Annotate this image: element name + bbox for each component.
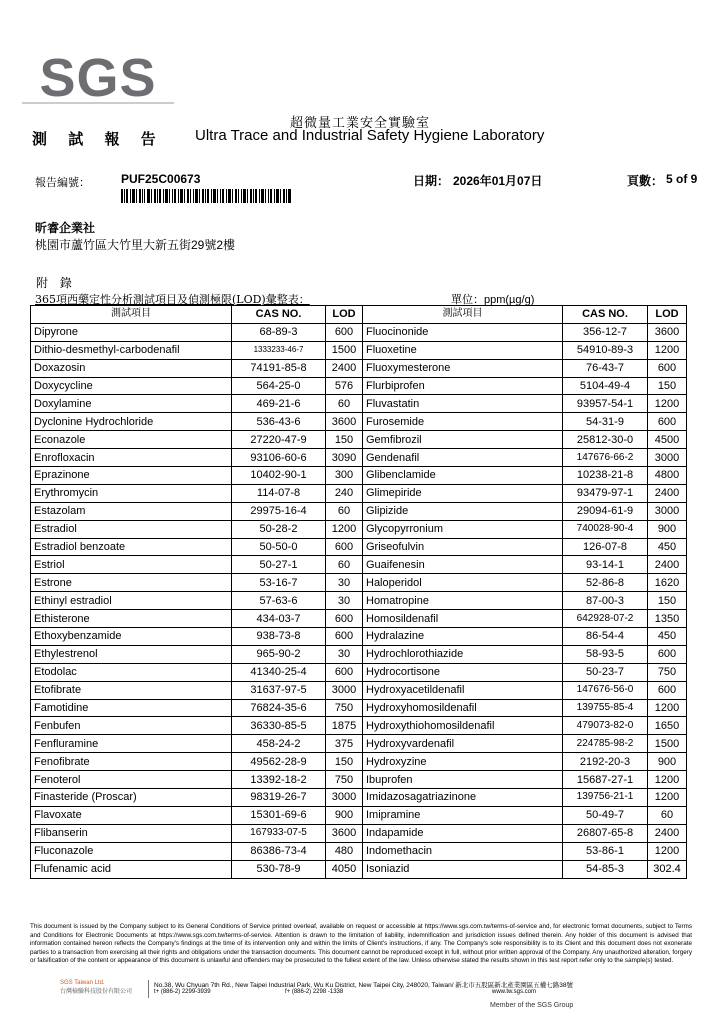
drug-name-cell: Indomethacin — [363, 842, 563, 860]
table-row — [31, 538, 687, 556]
drug-name-cell: Dipyrone — [31, 323, 232, 341]
cas-number-cell: 93479-97-1 — [563, 484, 648, 502]
sgs-logo-text: SGS — [39, 48, 157, 108]
date-label: 日期： — [413, 174, 450, 188]
drug-name-cell: Fluoxymesterone — [363, 359, 563, 377]
drug-name-cell: Doxycycline — [31, 377, 232, 395]
cas-number-cell: 76-43-7 — [563, 359, 648, 377]
lod-value-cell: 600 — [326, 538, 363, 556]
lod-value-cell: 1200 — [648, 771, 687, 789]
cas-number-cell: 86386-73-4 — [232, 842, 326, 860]
lod-value-cell: 30 — [326, 592, 363, 610]
header-cas-right: CAS NO. — [563, 306, 648, 324]
drug-name-cell: Homosildenafil — [363, 610, 563, 628]
drug-name-cell: Fenofibrate — [31, 753, 232, 771]
drug-name-cell: Hydrocortisone — [363, 663, 563, 681]
cas-number-cell: 29975-16-4 — [232, 502, 326, 520]
lod-value-cell: 240 — [326, 484, 363, 502]
logo-rule-icon — [22, 48, 174, 108]
drug-name-cell: Estradiol benzoate — [31, 538, 232, 556]
table-row — [31, 377, 687, 395]
header-lod-left: LOD — [326, 306, 363, 324]
footer-company-en: SGS Taiwan Ltd. — [60, 980, 105, 986]
table-row — [31, 735, 687, 753]
drug-name-cell: Flibanserin — [31, 824, 232, 842]
lod-value-cell: 600 — [326, 323, 363, 341]
report-number-label: 報告編號： — [35, 177, 90, 189]
cas-number-cell: 50-50-0 — [232, 538, 326, 556]
lod-value-cell: 600 — [326, 628, 363, 646]
drug-name-cell: Estriol — [31, 556, 232, 574]
lod-value-cell: 750 — [648, 663, 687, 681]
table-row — [31, 699, 687, 717]
table-row — [31, 806, 687, 824]
drug-name-cell: Ethinyl estradiol — [31, 592, 232, 610]
table-header-row — [31, 306, 687, 324]
drug-name-cell: Fenbufen — [31, 717, 232, 735]
drug-name-cell: Furosemide — [363, 413, 563, 431]
lod-value-cell: 2400 — [326, 359, 363, 377]
lod-value-cell: 60 — [326, 395, 363, 413]
lod-value-cell: 1500 — [326, 341, 363, 359]
drug-name-cell: Ibuprofen — [363, 771, 563, 789]
cas-number-cell: 740028-90-4 — [563, 520, 648, 538]
drug-name-cell: Glibenclamide — [363, 467, 563, 485]
table-row — [31, 628, 687, 646]
lod-value-cell: 3600 — [648, 323, 687, 341]
table-row — [31, 824, 687, 842]
drug-name-cell: Flavoxate — [31, 806, 232, 824]
cas-number-cell: 139756-21-1 — [563, 789, 648, 807]
cas-number-cell: 50-27-1 — [232, 556, 326, 574]
cas-number-cell: 15301-69-6 — [232, 806, 326, 824]
lod-value-cell: 900 — [326, 806, 363, 824]
drug-name-cell: Indapamide — [363, 824, 563, 842]
barcode-icon — [121, 189, 291, 203]
lod-value-cell: 4050 — [326, 860, 363, 878]
lab-name-en: Ultra Trace and Industrial Safety Hygiene Laboratory — [195, 127, 545, 144]
cas-number-cell: 434-03-7 — [232, 610, 326, 628]
cas-number-cell: 49562-28-9 — [232, 753, 326, 771]
footer-company-zh: 台灣檢驗科技股份有限公司 — [60, 989, 133, 995]
table-row — [31, 323, 687, 341]
page-label: 頁數： — [627, 174, 664, 188]
report-date: 2026年01月07日 — [453, 174, 543, 188]
drug-name-cell: Fluvastatin — [363, 395, 563, 413]
report-number: PUF25C00673 — [121, 172, 201, 186]
lod-value-cell: 150 — [648, 377, 687, 395]
footer-phone: t+ (886-2) 2299-3939 — [154, 989, 211, 995]
table-row — [31, 502, 687, 520]
cas-number-cell: 76824-35-6 — [232, 699, 326, 717]
header-item-left: 測試項目 — [31, 306, 232, 324]
drug-name-cell: Homatropine — [363, 592, 563, 610]
table-row — [31, 610, 687, 628]
cas-number-cell: 54-85-3 — [563, 860, 648, 878]
lod-value-cell: 2400 — [648, 484, 687, 502]
drug-name-cell: Dithio-desmethyl-carbodenafil — [31, 341, 232, 359]
drug-name-cell: Estradiol — [31, 520, 232, 538]
lod-value-cell: 60 — [326, 556, 363, 574]
drug-name-cell: Glipizide — [363, 502, 563, 520]
table-row — [31, 556, 687, 574]
table-row — [31, 771, 687, 789]
drug-name-cell: Erythromycin — [31, 484, 232, 502]
cas-number-cell: 126-07-8 — [563, 538, 648, 556]
lod-value-cell: 375 — [326, 735, 363, 753]
drug-name-cell: Hydroxythiohomosildenafil — [363, 717, 563, 735]
page-number: 5 of 9 — [666, 172, 698, 186]
cas-number-cell: 10402-90-1 — [232, 467, 326, 485]
cas-number-cell: 147676-66-2 — [563, 449, 648, 467]
lod-value-cell: 2400 — [648, 556, 687, 574]
table-row — [31, 789, 687, 807]
cas-number-cell: 68-89-3 — [232, 323, 326, 341]
table-row — [31, 413, 687, 431]
lod-value-cell: 1200 — [326, 520, 363, 538]
drug-name-cell: Enrofloxacin — [31, 449, 232, 467]
footer-divider — [148, 980, 149, 998]
drug-name-cell: Estrone — [31, 574, 232, 592]
table-row — [31, 592, 687, 610]
lod-value-cell: 3600 — [326, 824, 363, 842]
lod-value-cell: 750 — [326, 771, 363, 789]
cas-number-cell: 147676-56-0 — [563, 681, 648, 699]
lod-value-cell: 1350 — [648, 610, 687, 628]
lod-value-cell: 3600 — [326, 413, 363, 431]
footer-fax: f+ (886-2) 2298 -1338 — [285, 989, 344, 995]
cas-number-cell: 53-86-1 — [563, 842, 648, 860]
cas-number-cell: 93-14-1 — [563, 556, 648, 574]
drug-name-cell: Haloperidol — [363, 574, 563, 592]
client-company: 昕睿企業社 — [35, 221, 96, 235]
cas-number-cell: 10238-21-8 — [563, 467, 648, 485]
lod-value-cell: 60 — [648, 806, 687, 824]
drug-name-cell: Fenoterol — [31, 771, 232, 789]
lod-value-cell: 900 — [648, 520, 687, 538]
table-row — [31, 359, 687, 377]
legal-disclaimer: This document is issued by the Company subject to its General Conditions of Service printed overleaf, available on request or accessible at https://www.sgs.com.tw/terms-of-service and, for electronic format documents, subject to Terms and Conditions for Electronic Documents at https://www.sgs.com.tw/terms-of-service. Attention is drawn to the limitation of liability, indemnification and jurisdiction issues defined therein. Any holder of this document is advised that information contained hereon reflects the Company's findings at the time of its intervention only and within the limits of Client's instructions, if any. The Company's sole responsibility is to its Client and this document does not exonerate parties to a transaction from exercising all their rights and obligations under the transaction documents. This document cannot be reproduced except in full, without prior written approval of the Company. Any unauthorized alteration, forgery or falsification of the content or appearance of this document is unlawful and offenders may be prosecuted to the fullest extent of the law. Unless otherwise stated the results shown in this test report refer only to the sample(s) tested. — [30, 923, 693, 965]
table-row — [31, 520, 687, 538]
cas-number-cell: 50-28-2 — [232, 520, 326, 538]
lod-value-cell: 30 — [326, 645, 363, 663]
drug-name-cell: Gemfibrozil — [363, 431, 563, 449]
drug-name-cell: Etofibrate — [31, 681, 232, 699]
lod-value-cell: 576 — [326, 377, 363, 395]
drug-name-cell: Flurbiprofen — [363, 377, 563, 395]
lod-value-cell: 150 — [648, 592, 687, 610]
drug-name-cell: Fluocinonide — [363, 323, 563, 341]
cas-number-cell: 58-93-5 — [563, 645, 648, 663]
drug-name-cell: Ethylestrenol — [31, 645, 232, 663]
lod-value-cell: 1200 — [648, 395, 687, 413]
table-row — [31, 753, 687, 771]
header-cas-left: CAS NO. — [232, 306, 326, 324]
cas-number-cell: 1333233-46-7 — [232, 341, 326, 359]
lod-value-cell: 600 — [648, 359, 687, 377]
drug-name-cell: Imidazosagatriazinone — [363, 789, 563, 807]
drug-name-cell: Dyclonine Hydrochloride — [31, 413, 232, 431]
lod-value-cell: 600 — [648, 413, 687, 431]
lod-value-cell: 750 — [326, 699, 363, 717]
cas-number-cell: 50-49-7 — [563, 806, 648, 824]
drug-name-cell: Famotidine — [31, 699, 232, 717]
cas-number-cell: 29094-61-9 — [563, 502, 648, 520]
lod-value-cell: 1500 — [648, 735, 687, 753]
appendix-label: 附 錄 — [36, 276, 76, 290]
drug-name-cell: Etodolac — [31, 663, 232, 681]
table-row — [31, 842, 687, 860]
table-row — [31, 645, 687, 663]
drug-name-cell: Doxylamine — [31, 395, 232, 413]
cas-number-cell: 536-43-6 — [232, 413, 326, 431]
cas-number-cell: 86-54-4 — [563, 628, 648, 646]
cas-number-cell: 27220-47-9 — [232, 431, 326, 449]
footer-website[interactable]: www.tw.sgs.com — [492, 989, 537, 995]
cas-number-cell: 139755-85-4 — [563, 699, 648, 717]
cas-number-cell: 74191-85-8 — [232, 359, 326, 377]
unit-label: 單位：ppm(µg/g) — [451, 294, 535, 306]
cas-number-cell: 26807-65-8 — [563, 824, 648, 842]
lod-value-cell: 3000 — [648, 449, 687, 467]
table-row — [31, 663, 687, 681]
report-title: 測 試 報 告 — [32, 130, 164, 148]
lod-value-cell: 1200 — [648, 341, 687, 359]
drug-name-cell: Glimepiride — [363, 484, 563, 502]
drug-name-cell: Hydroxyhomosildenafil — [363, 699, 563, 717]
table-row — [31, 574, 687, 592]
cas-number-cell: 965-90-2 — [232, 645, 326, 663]
lod-value-cell: 600 — [648, 681, 687, 699]
cas-number-cell: 25812-30-0 — [563, 431, 648, 449]
table-row — [31, 449, 687, 467]
drug-name-cell: Hydrochlorothiazide — [363, 645, 563, 663]
cas-number-cell: 36330-85-5 — [232, 717, 326, 735]
sgs-logo — [22, 48, 174, 108]
cas-number-cell: 938-73-8 — [232, 628, 326, 646]
drug-name-cell: Econazole — [31, 431, 232, 449]
cas-number-cell: 57-63-6 — [232, 592, 326, 610]
lod-value-cell: 3000 — [648, 502, 687, 520]
drug-name-cell: Glycopyrronium — [363, 520, 563, 538]
cas-number-cell: 98319-26-7 — [232, 789, 326, 807]
drug-name-cell: Guaifenesin — [363, 556, 563, 574]
drug-name-cell: Ethoxybenzamide — [31, 628, 232, 646]
cas-number-cell: 52-86-8 — [563, 574, 648, 592]
header-lod-right: LOD — [648, 306, 687, 324]
lod-value-cell: 1650 — [648, 717, 687, 735]
cas-number-cell: 54910-89-3 — [563, 341, 648, 359]
drug-name-cell: Fluconazole — [31, 842, 232, 860]
drug-name-cell: Hydroxyzine — [363, 753, 563, 771]
lod-value-cell: 600 — [326, 610, 363, 628]
drug-name-cell: Eprazinone — [31, 467, 232, 485]
member-of-sgs: Member of the SGS Group — [490, 1002, 574, 1009]
cas-number-cell: 93106-60-6 — [232, 449, 326, 467]
lod-value-cell: 450 — [648, 538, 687, 556]
lab-name-zh: 超微量工業安全實驗室 — [290, 116, 431, 131]
lod-value-cell: 3000 — [326, 789, 363, 807]
footer-company — [60, 980, 132, 995]
cas-number-cell: 356-12-7 — [563, 323, 648, 341]
lod-value-cell: 150 — [326, 753, 363, 771]
drug-name-cell: Fluoxetine — [363, 341, 563, 359]
drug-name-cell: Hydroxyvardenafil — [363, 735, 563, 753]
cas-number-cell: 5104-49-4 — [563, 377, 648, 395]
drug-name-cell: Gendenafil — [363, 449, 563, 467]
lod-value-cell: 4800 — [648, 467, 687, 485]
table-row — [31, 431, 687, 449]
cas-number-cell: 469-21-6 — [232, 395, 326, 413]
drug-name-cell: Ethisterone — [31, 610, 232, 628]
cas-number-cell: 53-16-7 — [232, 574, 326, 592]
lod-value-cell: 450 — [648, 628, 687, 646]
cas-number-cell: 41340-25-4 — [232, 663, 326, 681]
drug-name-cell: Flufenamic acid — [31, 860, 232, 878]
cas-number-cell: 479073-82-0 — [563, 717, 648, 735]
drug-name-cell: Finasteride (Proscar) — [31, 789, 232, 807]
footer-address: No.38, Wu Chyuan 7th Rd., New Taipei Industrial Park, Wu Ku District, New Taipei City, 248020, Taiwan/ 新北市五股區新北產業園區五權七路38號 — [154, 982, 574, 989]
table-row — [31, 860, 687, 878]
lod-value-cell: 1200 — [648, 699, 687, 717]
lod-value-cell: 600 — [648, 645, 687, 663]
client-address: 桃園市蘆竹區大竹里大新五街29號2樓 — [35, 238, 236, 252]
table-row — [31, 681, 687, 699]
cas-number-cell: 13392-18-2 — [232, 771, 326, 789]
lod-value-cell: 1620 — [648, 574, 687, 592]
drug-name-cell: Isoniazid — [363, 860, 563, 878]
drug-name-cell: Estazolam — [31, 502, 232, 520]
lod-value-cell: 600 — [326, 663, 363, 681]
lod-table — [30, 305, 687, 879]
lod-value-cell: 1200 — [648, 842, 687, 860]
cas-number-cell: 564-25-0 — [232, 377, 326, 395]
cas-number-cell: 50-23-7 — [563, 663, 648, 681]
lod-value-cell: 150 — [326, 431, 363, 449]
lod-value-cell: 300 — [326, 467, 363, 485]
header-item-right: 測試項目 — [363, 306, 563, 324]
cas-number-cell: 2192-20-3 — [563, 753, 648, 771]
table-title: 365項西藥定性分析測試項目及偵測極限(LOD)彙整表： — [35, 293, 310, 306]
table-row — [31, 717, 687, 735]
cas-number-cell: 87-00-3 — [563, 592, 648, 610]
table-row — [31, 467, 687, 485]
table-row — [31, 341, 687, 359]
table-row — [31, 395, 687, 413]
cas-number-cell: 15687-27-1 — [563, 771, 648, 789]
drug-name-cell: Hydroxyacetildenafil — [363, 681, 563, 699]
cas-number-cell: 224785-98-2 — [563, 735, 648, 753]
lod-value-cell: 3090 — [326, 449, 363, 467]
lod-value-cell: 3000 — [326, 681, 363, 699]
lod-value-cell: 30 — [326, 574, 363, 592]
table-row — [31, 484, 687, 502]
lod-value-cell: 60 — [326, 502, 363, 520]
cas-number-cell: 93957-54-1 — [563, 395, 648, 413]
drug-name-cell: Hydralazine — [363, 628, 563, 646]
lod-value-cell: 480 — [326, 842, 363, 860]
cas-number-cell: 167933-07-5 — [232, 824, 326, 842]
cas-number-cell: 114-07-8 — [232, 484, 326, 502]
drug-name-cell: Griseofulvin — [363, 538, 563, 556]
lod-value-cell: 2400 — [648, 824, 687, 842]
cas-number-cell: 54-31-9 — [563, 413, 648, 431]
drug-name-cell: Fenfluramine — [31, 735, 232, 753]
lod-value-cell: 302.4 — [648, 860, 687, 878]
lod-value-cell: 900 — [648, 753, 687, 771]
cas-number-cell: 642928-07-2 — [563, 610, 648, 628]
lod-value-cell: 4500 — [648, 431, 687, 449]
drug-name-cell: Imipramine — [363, 806, 563, 824]
drug-name-cell: Doxazosin — [31, 359, 232, 377]
cas-number-cell: 530-78-9 — [232, 860, 326, 878]
cas-number-cell: 458-24-2 — [232, 735, 326, 753]
lod-value-cell: 1200 — [648, 789, 687, 807]
cas-number-cell: 31637-97-5 — [232, 681, 326, 699]
lod-value-cell: 1875 — [326, 717, 363, 735]
